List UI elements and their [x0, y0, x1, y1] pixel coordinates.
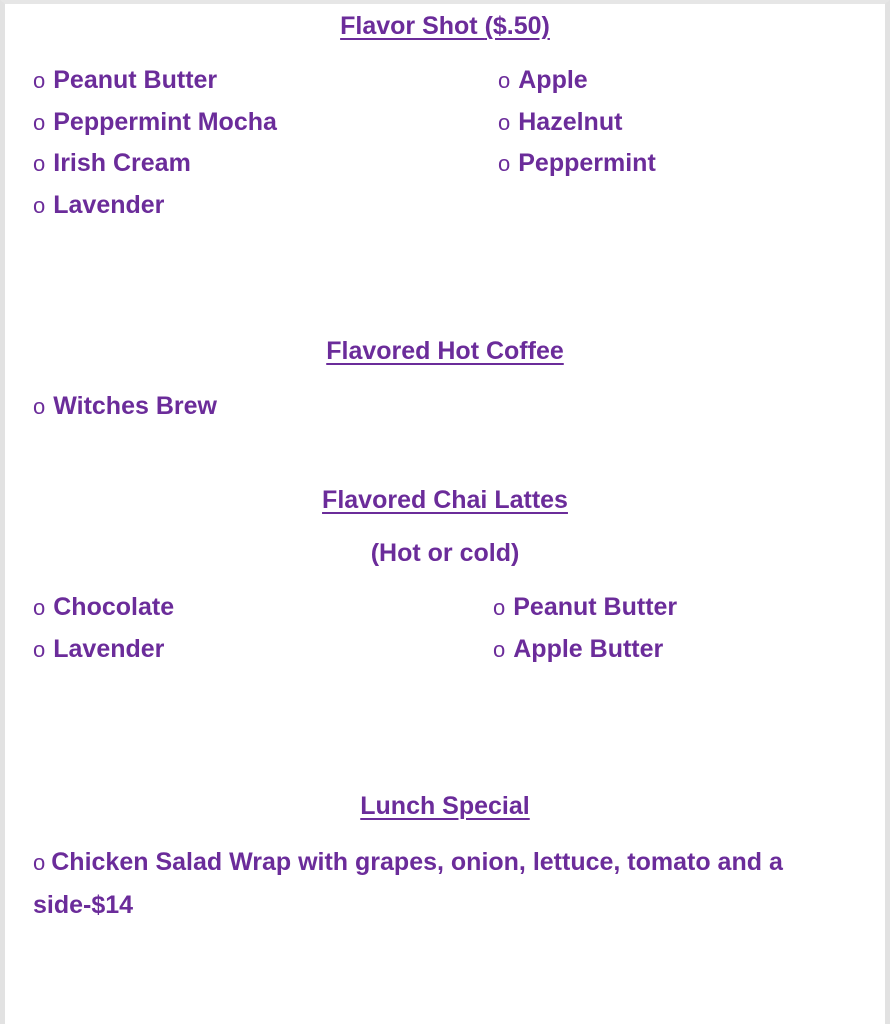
- bullet-icon: o: [33, 595, 46, 620]
- bullet-icon: o: [493, 595, 506, 620]
- item-label: Witches Brew: [53, 392, 217, 420]
- flavored-hot-coffee-heading: [5, 335, 885, 367]
- list-item: [33, 64, 217, 97]
- bullet-icon: o: [33, 193, 46, 218]
- item-label: Apple Butter: [513, 635, 664, 663]
- bullet-icon: o: [33, 850, 46, 875]
- item-label: Lavender: [53, 635, 165, 663]
- item-label: Lavender: [53, 191, 165, 219]
- list-item: [33, 591, 174, 624]
- flavor-shot-heading: [5, 10, 885, 42]
- flavor-shot-price: ($.50): [484, 12, 550, 40]
- list-item: [33, 106, 277, 139]
- item-label: Peanut Butter: [53, 66, 218, 94]
- bullet-icon: o: [498, 151, 511, 176]
- list-item: [493, 633, 663, 666]
- flavored-chai-lattes-title: Flavored Chai Lattes: [322, 486, 568, 514]
- bullet-icon: o: [33, 68, 46, 93]
- bullet-icon: o: [33, 394, 46, 419]
- flavored-hot-coffee-title: Flavored Hot Coffee: [326, 337, 564, 365]
- bullet-icon: o: [498, 68, 511, 93]
- bullet-icon: o: [493, 637, 506, 662]
- bullet-icon: o: [33, 637, 46, 662]
- flavor-shot-title: Flavor Shot: [340, 12, 485, 40]
- item-label: Chocolate: [53, 593, 175, 621]
- item-label: Apple: [518, 66, 588, 94]
- item-label: Hazelnut: [518, 108, 623, 136]
- flavored-chai-lattes-heading: [5, 484, 885, 516]
- list-item: [498, 147, 656, 180]
- list-item: [33, 841, 879, 926]
- lunch-special-title: Lunch Special: [360, 792, 530, 820]
- list-item: [498, 106, 622, 139]
- lunch-special-heading: [5, 790, 885, 822]
- list-item: [33, 147, 191, 180]
- chai-lattes-subtitle: (Hot or cold): [370, 539, 520, 567]
- item-label: Chicken Salad Wrap with grapes, onion, lettuce, tomato and a side-$14: [33, 848, 783, 919]
- list-item: [493, 591, 677, 624]
- list-item: [33, 390, 217, 423]
- list-item: [498, 64, 588, 97]
- item-label: Irish Cream: [53, 149, 191, 177]
- bullet-icon: o: [498, 110, 511, 135]
- item-label: Peppermint: [518, 149, 656, 177]
- list-item: [33, 633, 164, 666]
- bullet-icon: o: [33, 151, 46, 176]
- bullet-icon: o: [33, 110, 46, 135]
- item-label: Peppermint Mocha: [53, 108, 277, 136]
- item-label: Peanut Butter: [513, 593, 678, 621]
- list-item: [33, 189, 164, 222]
